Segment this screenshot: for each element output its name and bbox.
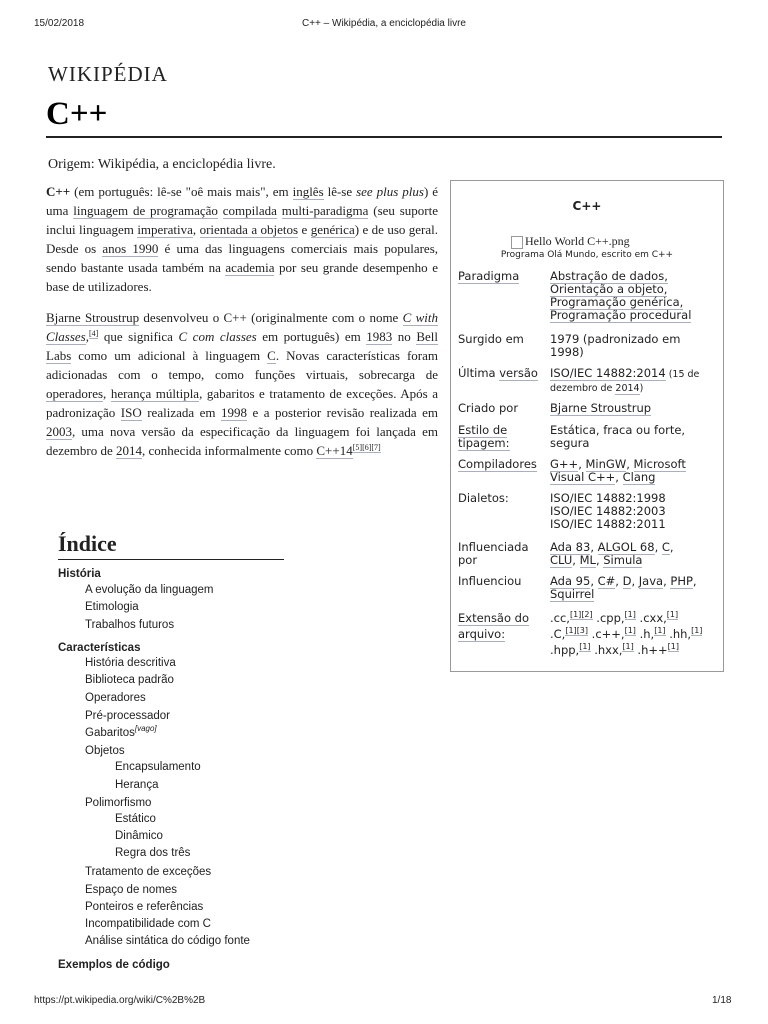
toc-item-polimorfismo[interactable]: Polimorfismo bbox=[85, 797, 152, 809]
toc-item-exemplos[interactable]: Exemplos de código bbox=[58, 959, 170, 971]
text: e bbox=[298, 222, 311, 237]
sep: , bbox=[663, 574, 671, 588]
ref[interactable]: [1] bbox=[666, 610, 679, 620]
infobox bbox=[450, 180, 724, 672]
value: ) bbox=[639, 383, 644, 394]
sep: , bbox=[669, 540, 674, 554]
toc-item-encapsulamento[interactable]: Encapsulamento bbox=[115, 761, 201, 773]
print-url: https://pt.wikipedia.org/wiki/C%2B%2B bbox=[34, 995, 206, 1006]
ext: .cpp, bbox=[592, 611, 625, 625]
text: , bbox=[192, 222, 200, 237]
text: , conhecida informalmente como bbox=[142, 443, 317, 458]
link-academia[interactable]: academia bbox=[225, 260, 275, 275]
text-italic: see plus bbox=[356, 184, 399, 199]
image-alt-text: Hello World C++.png bbox=[525, 234, 630, 248]
sep: , bbox=[590, 574, 598, 588]
ref[interactable]: [1] bbox=[654, 626, 666, 636]
text: . Novas características foram adicionadas com o tempo, como funções virtuais, sobrecarga de bbox=[46, 348, 438, 382]
link-cpp14[interactable]: C++14 bbox=[316, 443, 353, 458]
link-programacao-generica[interactable]: Programação genérica, bbox=[550, 295, 684, 309]
infobox-row-influenciou bbox=[451, 575, 723, 603]
text: (em português: lê-se "oê mais mais", em bbox=[70, 184, 293, 199]
ref[interactable]: [1] bbox=[624, 626, 636, 636]
label: Última bbox=[458, 366, 500, 380]
ref-6[interactable]: [6] bbox=[362, 442, 372, 452]
toc-item-regra-tres[interactable]: Regra dos três bbox=[115, 847, 191, 859]
text: , uma nova versão da especificação da linguagem foi lançada em dezembro de bbox=[46, 424, 438, 458]
toc-item-excecoes[interactable]: Tratamento de exceções bbox=[85, 866, 212, 878]
infobox-row-influenciada bbox=[451, 541, 723, 569]
text: ) é uma bbox=[46, 184, 439, 218]
link-clang[interactable]: Clang bbox=[622, 470, 656, 484]
link-1983[interactable]: 1983 bbox=[366, 329, 393, 344]
history-paragraph bbox=[46, 308, 438, 460]
link-algol68[interactable]: ALGOL 68 bbox=[597, 540, 655, 554]
ref[interactable]: [1] bbox=[569, 610, 582, 620]
infobox-row-compiladores bbox=[451, 458, 723, 486]
page-title: C++ bbox=[46, 96, 108, 132]
text: realizada em bbox=[141, 405, 221, 420]
link-ml[interactable]: ML bbox=[579, 553, 596, 567]
sep: , bbox=[578, 457, 586, 471]
text: , gabaritos e tratamento de exceções. Após a padronização bbox=[46, 386, 438, 420]
ref[interactable]: [1] bbox=[691, 626, 703, 636]
text: ) e de uso geral. Desde os bbox=[46, 222, 439, 256]
sep: , bbox=[595, 553, 604, 567]
title-divider bbox=[46, 136, 722, 138]
toc-item-objetos[interactable]: Objetos bbox=[85, 745, 125, 757]
sep: , bbox=[590, 540, 598, 554]
sep: , bbox=[692, 574, 697, 588]
infobox-image[interactable] bbox=[511, 234, 630, 249]
link-compilada[interactable]: compilada bbox=[222, 203, 277, 218]
ref-7[interactable]: [7] bbox=[371, 442, 381, 452]
toc-item-trabalhos[interactable]: Trabalhos futuros bbox=[85, 619, 175, 631]
ext: .c++, bbox=[588, 627, 625, 641]
infobox-row-paradigma bbox=[451, 270, 723, 326]
print-page-title: C++ – Wikipédia, a enciclopédia livre bbox=[302, 18, 466, 29]
ext: .C, bbox=[550, 627, 566, 641]
link-extensao[interactable]: Extensão do bbox=[458, 611, 530, 625]
link-compiladores[interactable]: Compiladores bbox=[458, 457, 537, 471]
toc-item-caracteristicas[interactable]: Características bbox=[58, 642, 141, 654]
link-mingw[interactable]: MinGW bbox=[585, 457, 627, 471]
sep: , bbox=[631, 574, 639, 588]
link-java[interactable]: Java bbox=[638, 574, 664, 588]
link-1998[interactable]: 1998 bbox=[220, 405, 247, 420]
value: 1998) bbox=[550, 345, 584, 359]
toc-item-incompatibilidade[interactable]: Incompatibilidade com C bbox=[85, 918, 211, 930]
link-arquivo[interactable]: arquivo: bbox=[458, 627, 506, 641]
value: 1979 (padronizado em bbox=[550, 332, 681, 346]
text: e a posterior revisão realizada em bbox=[246, 405, 438, 420]
ref[interactable]: [1] bbox=[667, 642, 679, 652]
toc-item-analise[interactable]: Análise sintática do código fonte bbox=[85, 935, 250, 947]
label: Influenciou bbox=[458, 574, 522, 588]
ext: .h, bbox=[635, 627, 655, 641]
text: por seu grande desempenho e base de utilizadores. bbox=[46, 260, 438, 294]
link-bjarne[interactable]: Bjarne Stroustrup bbox=[550, 401, 652, 415]
link-programacao-procedural[interactable]: Programação procedural bbox=[550, 308, 692, 322]
sep: , bbox=[615, 470, 623, 484]
sep: , bbox=[615, 574, 623, 588]
print-date: 15/02/2018 bbox=[34, 18, 85, 29]
infobox-row-criado bbox=[451, 402, 723, 418]
toc-item-gabaritos[interactable] bbox=[85, 724, 157, 739]
text: que significa bbox=[98, 329, 179, 344]
link-abstracao[interactable]: Abstração de dados, bbox=[550, 269, 668, 283]
toc-item-estatico[interactable]: Estático bbox=[115, 813, 156, 825]
link-simula[interactable]: Simula bbox=[603, 553, 643, 567]
ext: .h++ bbox=[633, 643, 668, 657]
intro-paragraph bbox=[46, 182, 438, 296]
link-c-with-classes[interactable]: C with Classes bbox=[46, 310, 438, 344]
link-orientada-objetos[interactable]: orientada a objetos bbox=[199, 222, 299, 237]
link-d[interactable]: D bbox=[622, 574, 632, 588]
toc-item-historia-descritiva[interactable]: História descritiva bbox=[85, 657, 176, 669]
link-versao[interactable]: versão bbox=[499, 366, 538, 380]
link-linguagem-programacao[interactable]: linguagem de programação bbox=[73, 203, 218, 218]
label: Criado por bbox=[458, 401, 519, 415]
toc-item-preprocessador[interactable]: Pré-processador bbox=[85, 710, 171, 722]
toc-item-espaco-nomes[interactable]: Espaço de nomes bbox=[85, 884, 178, 896]
value: ISO/IEC 14882:1998 bbox=[550, 491, 666, 505]
link-iso-2014[interactable]: ISO/IEC 14882:2014 bbox=[550, 366, 666, 380]
toc-item-biblioteca[interactable]: Biblioteca padrão bbox=[85, 674, 174, 686]
toc-divider bbox=[58, 559, 284, 560]
toc-item-heranca[interactable]: Herança bbox=[115, 779, 159, 791]
sep: , bbox=[572, 553, 580, 567]
toc-item-evolucao[interactable]: A evolução da linguagem bbox=[85, 584, 214, 596]
link-generica[interactable]: genérica bbox=[310, 222, 355, 237]
link-2014[interactable]: 2014 bbox=[116, 443, 143, 458]
text-italic: plus bbox=[402, 184, 424, 199]
link-gpp[interactable]: G++ bbox=[550, 457, 579, 471]
text: é uma das linguagens comerciais mais populares, sendo bastante usada também na bbox=[46, 241, 439, 275]
ext: .hpp, bbox=[550, 643, 580, 657]
ext: .cc, bbox=[550, 611, 570, 625]
ref[interactable]: [1] bbox=[622, 642, 634, 652]
link-ingles[interactable]: inglês bbox=[292, 184, 324, 199]
link-ada83[interactable]: Ada 83 bbox=[550, 540, 591, 554]
ref[interactable]: [1] bbox=[565, 626, 577, 636]
infobox-row-dialetos bbox=[451, 492, 723, 534]
infobox-caption: Programa Olá Mundo, escrito em C++ bbox=[500, 250, 674, 260]
link-bjarne-stroustrup[interactable]: Bjarne Stroustrup bbox=[46, 310, 140, 325]
value: ISO/IEC 14882:2011 bbox=[550, 517, 666, 531]
value: segura bbox=[550, 436, 590, 450]
value: Estática, fraca ou forte, bbox=[550, 423, 686, 437]
infobox-row-surgido bbox=[451, 333, 723, 361]
ext: .hh, bbox=[665, 627, 692, 641]
text: em português) em bbox=[256, 329, 367, 344]
link-clu[interactable]: CLU bbox=[550, 553, 573, 567]
text: , bbox=[85, 329, 89, 344]
link-c-lang[interactable]: C bbox=[661, 540, 670, 554]
toc-item-etimologia[interactable]: Etimologia bbox=[85, 601, 139, 613]
label: Surgido em bbox=[458, 332, 524, 346]
link-orientacao-objeto[interactable]: Orientação a objeto, bbox=[550, 282, 668, 296]
text: , bbox=[103, 386, 111, 401]
link-estilo-tipagem[interactable]: Estilo de bbox=[458, 423, 508, 437]
infobox-row-ultima-versao bbox=[451, 367, 723, 395]
link-paradigma[interactable]: Paradigma bbox=[458, 269, 520, 283]
broken-image-icon bbox=[511, 236, 523, 249]
ref[interactable]: [2] bbox=[581, 610, 593, 620]
ref-5[interactable]: [5] bbox=[352, 442, 363, 452]
value: ISO/IEC 14882:2003 bbox=[550, 504, 666, 518]
link-squirrel[interactable]: Squirrel bbox=[550, 587, 595, 601]
link-csharp[interactable]: C# bbox=[597, 574, 616, 588]
link-iso[interactable]: ISO bbox=[120, 405, 142, 420]
infobox-row-tipagem bbox=[451, 424, 723, 452]
ref[interactable]: [3] bbox=[576, 626, 589, 636]
link-tipagem[interactable]: tipagem: bbox=[458, 436, 510, 450]
wikipedia-wordmark[interactable]: WIKIPÉDIA bbox=[48, 62, 168, 86]
link-microsoft[interactable]: Microsoft bbox=[633, 457, 686, 471]
vague-tag: [vago] bbox=[134, 724, 157, 734]
text: desenvolveu o C++ (originalmente com o nome bbox=[139, 310, 403, 325]
sep: , bbox=[654, 540, 662, 554]
label: Influenciada bbox=[458, 540, 529, 554]
ref[interactable]: [1] bbox=[579, 642, 591, 652]
label: por bbox=[458, 553, 478, 567]
toc-label: Gabaritos bbox=[85, 727, 135, 739]
link-2003[interactable]: 2003 bbox=[46, 424, 72, 439]
link-imperativa[interactable]: imperativa bbox=[137, 222, 193, 237]
text-italic: C com classes bbox=[178, 329, 257, 344]
toc-item-operadores[interactable]: Operadores bbox=[85, 692, 146, 704]
value: (15 de bbox=[665, 369, 700, 380]
ext: .hxx, bbox=[590, 643, 623, 657]
toc-item-dinamico[interactable]: Dinâmico bbox=[115, 830, 163, 842]
value: dezembro de bbox=[550, 383, 616, 394]
link-ada95[interactable]: Ada 95 bbox=[550, 574, 591, 588]
infobox-row-extensao bbox=[451, 610, 723, 660]
text: como um adicional à linguagem bbox=[71, 348, 268, 363]
infobox-title: C++ bbox=[572, 199, 602, 213]
link-bell-labs[interactable]: Bell Labs bbox=[46, 329, 438, 363]
text: no bbox=[392, 329, 417, 344]
link-c[interactable]: C bbox=[267, 348, 276, 363]
link-heranca-multipla[interactable]: herança múltipla bbox=[110, 386, 200, 401]
origin-line: Origem: Wikipédia, a enciclopédia livre. bbox=[48, 157, 276, 172]
ref-4[interactable]: [4] bbox=[88, 328, 99, 338]
text: (seu suporte inclui linguagem bbox=[46, 203, 439, 237]
toc-item-ponteiros[interactable]: Ponteiros e referências bbox=[85, 901, 204, 913]
link-multi-paradigma[interactable]: multi-paradigma bbox=[281, 203, 369, 218]
link-anos-1990[interactable]: anos 1990 bbox=[102, 241, 159, 256]
print-page-number: 1/18 bbox=[712, 995, 732, 1006]
sep: , bbox=[626, 457, 634, 471]
toc-title: Índice bbox=[58, 531, 117, 556]
ref[interactable]: [1] bbox=[624, 610, 636, 620]
text: lê-se bbox=[323, 184, 357, 199]
term-bold: C++ bbox=[46, 184, 71, 199]
link-2014-date[interactable]: 2014 bbox=[615, 383, 640, 394]
label: Dialetos: bbox=[458, 491, 509, 505]
toc-item-historia[interactable]: História bbox=[58, 568, 101, 580]
ext: .cxx, bbox=[635, 611, 667, 625]
link-php[interactable]: PHP bbox=[670, 574, 693, 588]
link-visual-cpp[interactable]: Visual C++ bbox=[550, 470, 616, 484]
link-operadores[interactable]: operadores bbox=[46, 386, 104, 401]
